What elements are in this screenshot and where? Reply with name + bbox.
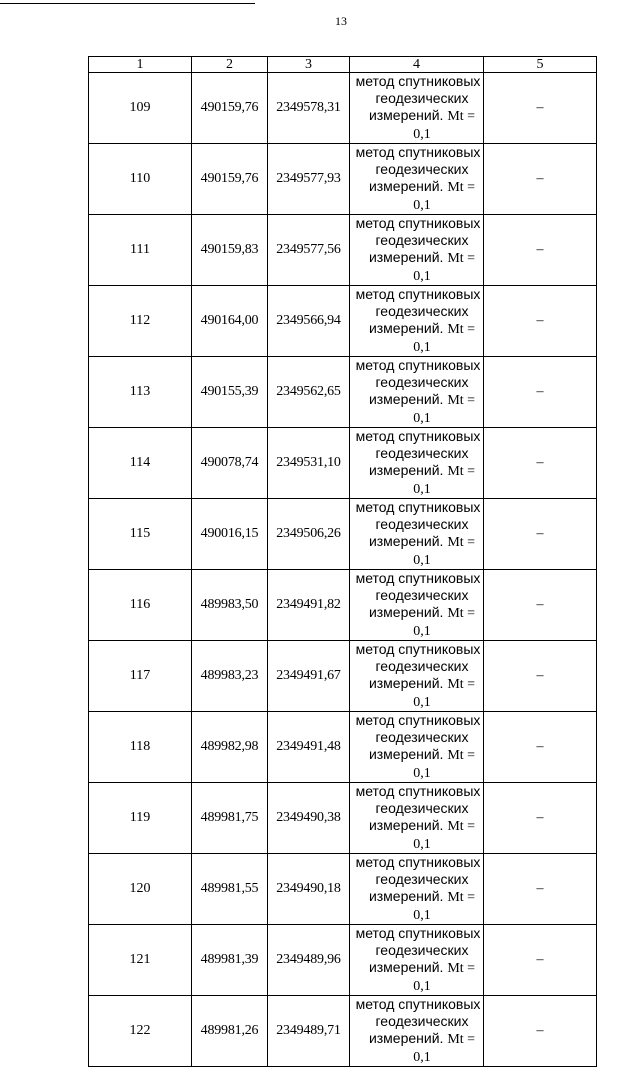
method-line-3: [353, 391, 483, 427]
method-line-3: [353, 817, 483, 853]
y-coordinate-cell: 2349577,56: [268, 215, 350, 286]
table-row: [89, 854, 597, 925]
method-line-2: геодезических: [375, 161, 469, 177]
method-line-3: [353, 249, 483, 285]
method-line-3: [353, 746, 483, 782]
mt-value: Mt = 0,1: [413, 748, 476, 781]
header-cell-5: 5: [484, 57, 597, 73]
y-coordinate-cell: 2349491,48: [268, 712, 350, 783]
method-cell: [350, 925, 484, 996]
method-line-3-text: измерений.: [368, 746, 444, 762]
method-line-3-text: измерений.: [368, 107, 444, 123]
x-coordinate-cell: 489981,39: [192, 925, 268, 996]
method-line-3-text: измерений.: [368, 675, 444, 691]
mt-value: Mt = 0,1: [413, 322, 476, 355]
method-line-2: геодезических: [375, 942, 469, 958]
method-line-3: [353, 462, 483, 498]
mt-value: Mt = 0,1: [413, 251, 476, 284]
point-number-cell: 118: [89, 712, 192, 783]
top-rule: [0, 3, 255, 4]
mt-value: Mt = 0,1: [413, 393, 476, 426]
method-cell: [350, 215, 484, 286]
x-coordinate-cell: 490155,39: [192, 357, 268, 428]
note-cell: –: [484, 428, 597, 499]
y-coordinate-cell: 2349491,67: [268, 641, 350, 712]
method-line-1: метод спутниковых: [355, 641, 481, 657]
method-cell: [350, 499, 484, 570]
point-number-cell: 117: [89, 641, 192, 712]
note-cell: –: [484, 73, 597, 144]
method-cell: [350, 854, 484, 925]
method-line-3-text: измерений.: [368, 249, 444, 265]
table-row: [89, 712, 597, 783]
method-line-1: метод спутниковых: [355, 428, 481, 444]
method-line-3: [353, 959, 483, 995]
method-line-3-text: измерений.: [368, 959, 444, 975]
note-cell: –: [484, 144, 597, 215]
method-line-1: метод спутниковых: [355, 144, 481, 160]
method-line-2: геодезических: [375, 303, 469, 319]
x-coordinate-cell: 489983,23: [192, 641, 268, 712]
note-cell: –: [484, 215, 597, 286]
mt-value: Mt = 0,1: [413, 1032, 476, 1065]
point-number-cell: 121: [89, 925, 192, 996]
method-line-2: геодезических: [375, 445, 469, 461]
note-cell: –: [484, 286, 597, 357]
point-number-cell: 112: [89, 286, 192, 357]
y-coordinate-cell: 2349577,93: [268, 144, 350, 215]
x-coordinate-cell: 490016,15: [192, 499, 268, 570]
method-line-2: геодезических: [375, 1013, 469, 1029]
mt-value: Mt = 0,1: [413, 464, 476, 497]
x-coordinate-cell: 489981,75: [192, 783, 268, 854]
method-line-3: [353, 107, 483, 143]
table-row: [89, 996, 597, 1067]
method-cell: [350, 641, 484, 712]
method-line-1: метод спутниковых: [355, 570, 481, 586]
method-line-1: метод спутниковых: [355, 996, 481, 1012]
method-line-3-text: измерений.: [368, 320, 444, 336]
x-coordinate-cell: 490164,00: [192, 286, 268, 357]
method-line-1: метод спутниковых: [355, 854, 481, 870]
y-coordinate-cell: 2349490,18: [268, 854, 350, 925]
point-number-cell: 122: [89, 996, 192, 1067]
x-coordinate-cell: 489983,50: [192, 570, 268, 641]
method-line-1: метод спутниковых: [355, 925, 481, 941]
method-line-2: геодезических: [375, 232, 469, 248]
method-line-2: геодезических: [375, 729, 469, 745]
method-line-1: метод спутниковых: [355, 286, 481, 302]
table-row: [89, 783, 597, 854]
method-line-2: геодезических: [375, 871, 469, 887]
page-number: 13: [335, 14, 347, 28]
x-coordinate-cell: 489981,55: [192, 854, 268, 925]
table-row: [89, 499, 597, 570]
method-line-3: [353, 604, 483, 640]
method-line-1: метод спутниковых: [355, 712, 481, 728]
method-cell: [350, 73, 484, 144]
method-line-3-text: измерений.: [368, 391, 444, 407]
coordinates-table: [88, 56, 597, 1067]
y-coordinate-cell: 2349506,26: [268, 499, 350, 570]
method-line-2: геодезических: [375, 587, 469, 603]
point-number-cell: 120: [89, 854, 192, 925]
header-cell-2: 2: [192, 57, 268, 73]
y-coordinate-cell: 2349489,96: [268, 925, 350, 996]
method-line-1: метод спутниковых: [355, 783, 481, 799]
method-line-2: геодезических: [375, 90, 469, 106]
method-line-1: метод спутниковых: [355, 215, 481, 231]
table-row: [89, 357, 597, 428]
mt-value: Mt = 0,1: [413, 890, 476, 923]
table-row: [89, 428, 597, 499]
note-cell: –: [484, 499, 597, 570]
method-line-3: [353, 888, 483, 924]
method-cell: [350, 712, 484, 783]
method-line-1: метод спутниковых: [355, 73, 481, 89]
method-line-3-text: измерений.: [368, 888, 444, 904]
mt-value: Mt = 0,1: [413, 109, 476, 142]
method-line-3-text: измерений.: [368, 462, 444, 478]
method-line-2: геодезических: [375, 374, 469, 390]
header-cell-1: 1: [89, 57, 192, 73]
point-number-cell: 113: [89, 357, 192, 428]
y-coordinate-cell: 2349531,10: [268, 428, 350, 499]
table-row: [89, 641, 597, 712]
point-number-cell: 119: [89, 783, 192, 854]
method-line-3: [353, 178, 483, 214]
header-cell-4: 4: [350, 57, 484, 73]
method-line-2: геодезических: [375, 800, 469, 816]
table-row: [89, 73, 597, 144]
method-cell: [350, 570, 484, 641]
note-cell: –: [484, 854, 597, 925]
note-cell: –: [484, 570, 597, 641]
y-coordinate-cell: 2349566,94: [268, 286, 350, 357]
table-row: [89, 570, 597, 641]
method-cell: [350, 357, 484, 428]
method-line-3-text: измерений.: [368, 533, 444, 549]
method-line-3-text: измерений.: [368, 1030, 444, 1046]
method-line-2: геодезических: [375, 516, 469, 532]
method-line-1: метод спутниковых: [355, 499, 481, 515]
method-cell: [350, 428, 484, 499]
y-coordinate-cell: 2349578,31: [268, 73, 350, 144]
method-cell: [350, 144, 484, 215]
point-number-cell: 116: [89, 570, 192, 641]
method-cell: [350, 783, 484, 854]
point-number-cell: 110: [89, 144, 192, 215]
x-coordinate-cell: 490159,76: [192, 144, 268, 215]
x-coordinate-cell: 490159,76: [192, 73, 268, 144]
x-coordinate-cell: 489981,26: [192, 996, 268, 1067]
method-line-3: [353, 320, 483, 356]
x-coordinate-cell: 490078,74: [192, 428, 268, 499]
method-line-3-text: измерений.: [368, 178, 444, 194]
method-line-2: геодезических: [375, 658, 469, 674]
note-cell: –: [484, 712, 597, 783]
x-coordinate-cell: 489982,98: [192, 712, 268, 783]
point-number-cell: 111: [89, 215, 192, 286]
method-cell: [350, 286, 484, 357]
y-coordinate-cell: 2349489,71: [268, 996, 350, 1067]
mt-value: Mt = 0,1: [413, 606, 476, 639]
method-line-3: [353, 675, 483, 711]
mt-value: Mt = 0,1: [413, 535, 476, 568]
method-line-1: метод спутниковых: [355, 357, 481, 373]
x-coordinate-cell: 490159,83: [192, 215, 268, 286]
note-cell: –: [484, 996, 597, 1067]
method-cell: [350, 996, 484, 1067]
point-number-cell: 109: [89, 73, 192, 144]
table-row: [89, 925, 597, 996]
note-cell: –: [484, 925, 597, 996]
mt-value: Mt = 0,1: [413, 819, 476, 852]
note-cell: –: [484, 641, 597, 712]
mt-value: Mt = 0,1: [413, 961, 476, 994]
table-row: [89, 215, 597, 286]
table-row: [89, 144, 597, 215]
method-line-3-text: измерений.: [368, 604, 444, 620]
note-cell: –: [484, 783, 597, 854]
mt-value: Mt = 0,1: [413, 180, 476, 213]
method-line-3: [353, 533, 483, 569]
point-number-cell: 114: [89, 428, 192, 499]
table-row: [89, 286, 597, 357]
method-line-3: [353, 1030, 483, 1066]
method-line-3-text: измерений.: [368, 817, 444, 833]
table-header-row: [89, 57, 597, 73]
header-cell-3: 3: [268, 57, 350, 73]
y-coordinate-cell: 2349491,82: [268, 570, 350, 641]
point-number-cell: 115: [89, 499, 192, 570]
note-cell: –: [484, 357, 597, 428]
mt-value: Mt = 0,1: [413, 677, 476, 710]
y-coordinate-cell: 2349562,65: [268, 357, 350, 428]
y-coordinate-cell: 2349490,38: [268, 783, 350, 854]
